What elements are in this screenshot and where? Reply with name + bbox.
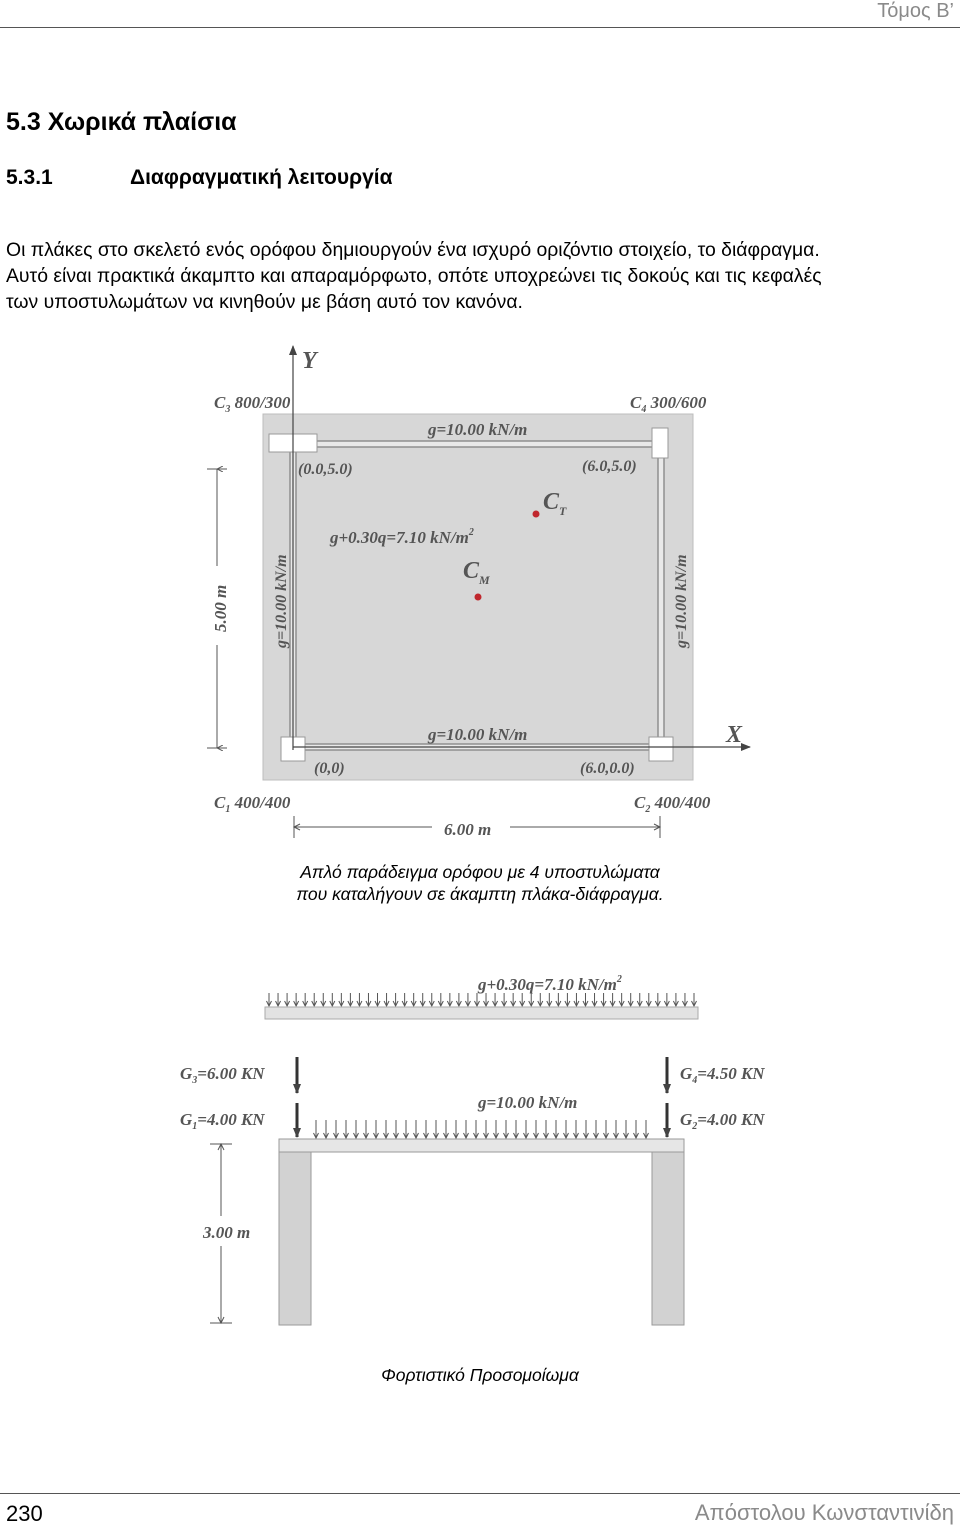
column-label-c4: $C_4$ 300/600 xyxy=(630,393,707,415)
beam-load-arrow xyxy=(544,1120,549,1138)
beam-load-arrow xyxy=(384,1120,389,1138)
beam-load-arrow xyxy=(364,1120,369,1138)
beam-load-arrow xyxy=(494,1120,499,1138)
slab-load-arrow xyxy=(456,993,461,1006)
frame-beam xyxy=(279,1139,684,1152)
figure1-caption xyxy=(0,861,960,905)
slab-load-arrow xyxy=(294,993,299,1006)
beam-load-arrow xyxy=(474,1120,479,1138)
slab-load-arrow xyxy=(420,993,425,1006)
slab-load-arrow xyxy=(429,993,434,1006)
slab-load-arrow xyxy=(411,993,416,1006)
dimension-height-label: 5.00 m xyxy=(211,584,230,632)
slab-load-arrow xyxy=(529,993,534,1006)
slab-load-arrow xyxy=(447,993,452,1006)
center-stiffness-marker xyxy=(533,511,540,518)
beam-load-arrow xyxy=(634,1120,639,1138)
y-axis-label: Y xyxy=(302,348,317,374)
beam-load-arrow xyxy=(644,1120,649,1138)
beam-load-top-label: g=10.00 kN/m xyxy=(428,420,528,439)
slab-load-arrow xyxy=(285,993,290,1006)
frame-column-left xyxy=(279,1139,311,1325)
slab-load-arrow xyxy=(330,993,335,1006)
slab-load-arrow xyxy=(393,993,398,1006)
slab-load-arrow xyxy=(484,993,489,1006)
beam-load-arrow xyxy=(524,1120,529,1138)
slab-load-arrow xyxy=(538,993,543,1006)
body-line: Αυτό είναι πρακτικά άκαμπτο και απαραμόρφωτο, οπότε υποχρεώνει τις δοκούς και τις κεφαλές xyxy=(6,265,822,287)
beam-load-arrow xyxy=(434,1120,439,1138)
caption-line: που καταλήγουν σε άκαμπτη πλάκα-διάφραγμα. xyxy=(296,884,664,904)
slab-load-arrow xyxy=(339,993,344,1006)
slab-load-label-2: g+0.30q=7.10 $kN/m^2$ xyxy=(478,974,622,994)
slab-load-arrow xyxy=(655,993,660,1006)
slab-load-arrow xyxy=(502,993,507,1006)
slab-load-arrow xyxy=(303,993,308,1006)
slab-load-arrow xyxy=(592,993,597,1006)
body-line: Οι πλάκες στο σκελετό ενός ορόφου δημιουργούν ένα ισχυρό οριζόντιο στοιχείο, το διάφραγμα. xyxy=(6,239,820,261)
body-line: των υποστυλωμάτων να κινηθούν με βάση αυτό τον κανόνα. xyxy=(6,291,523,313)
beam-load-left-label: g=10.00 kN/m xyxy=(273,554,290,648)
slab-load-arrow xyxy=(619,993,624,1006)
x-axis-label: X xyxy=(726,722,743,748)
slab-load-arrow xyxy=(556,993,561,1006)
beam-load-arrow xyxy=(314,1120,319,1138)
center-stiffness-label: $C_T$ xyxy=(543,489,567,518)
subsection-number: 5.3.1 xyxy=(6,166,53,189)
frame-column-right xyxy=(652,1139,684,1325)
coord-top-left: (0.0,5.0) xyxy=(298,461,353,478)
slab-load-arrow xyxy=(565,993,570,1006)
slab-load-arrow xyxy=(384,993,389,1006)
volume-label: Τόμος Β’ xyxy=(877,0,954,22)
load-model-figure xyxy=(180,974,765,1325)
slab-load-arrow xyxy=(646,993,651,1006)
beam-load-arrow xyxy=(564,1120,569,1138)
coord-top-right: (6.0,5.0) xyxy=(582,458,637,475)
slab-load-arrow xyxy=(628,993,633,1006)
beam-load-arrow xyxy=(394,1120,399,1138)
slab-load-arrow xyxy=(357,993,362,1006)
slab-load-arrow xyxy=(682,993,687,1006)
slab-load-arrow xyxy=(511,993,516,1006)
dimension-height-2-label: 3.00 m xyxy=(203,1223,251,1242)
point-load-g1-label: $G_1=4.00$ KN xyxy=(180,1110,265,1132)
section-title: 5.3 Χωρικά πλαίσια xyxy=(6,108,237,136)
beam-load-bottom-label: g=10.00 kN/m xyxy=(428,725,528,744)
beam-load-arrow xyxy=(344,1120,349,1138)
column-label-c2: $C_2$ 400/400 xyxy=(634,793,711,815)
slab-load-arrow xyxy=(493,993,498,1006)
slab-load-arrow xyxy=(574,993,579,1006)
subsection-text: Διαφραγματική λειτουργία xyxy=(130,166,393,189)
beam-load-arrow xyxy=(624,1120,629,1138)
slab-load-arrows xyxy=(267,993,697,1006)
beam-load-arrow xyxy=(404,1120,409,1138)
beam-load-arrow xyxy=(444,1120,449,1138)
footer-divider xyxy=(0,1493,960,1494)
slab-load-arrow xyxy=(520,993,525,1006)
slab-load-arrow xyxy=(474,993,479,1006)
slab-load-arrow xyxy=(610,993,615,1006)
center-mass-label: $C_M$ xyxy=(463,558,490,587)
column-label-c1: $C_1$ 400/400 xyxy=(214,793,291,815)
slab-load-arrow xyxy=(267,993,272,1006)
beam-load-arrow xyxy=(614,1120,619,1138)
slab-load-arrow xyxy=(375,993,380,1006)
page-number: 230 xyxy=(6,1501,43,1526)
slab-load-arrow xyxy=(321,993,326,1006)
beam-load-arrow xyxy=(514,1120,519,1138)
beam-load-arrow xyxy=(324,1120,329,1138)
slab-element xyxy=(265,1007,698,1019)
beam-load-right-label: g=10.00 kN/m xyxy=(673,554,690,648)
dimension-width-label: 6.00 m xyxy=(444,820,492,839)
beam-load-arrow xyxy=(454,1120,459,1138)
beam-load-label-2: g=10.00 kN/m xyxy=(478,1093,578,1112)
footer-author: Απόστολου Κωνσταντινίδη xyxy=(694,1500,954,1525)
beam-load-arrow xyxy=(574,1120,579,1138)
beam-load-arrow xyxy=(354,1120,359,1138)
beam-load-arrow xyxy=(594,1120,599,1138)
beam-load-arrow xyxy=(504,1120,509,1138)
slab-load-arrow xyxy=(601,993,606,1006)
figure2-caption: Φορτιστικό Προσομοίωμα xyxy=(381,1365,579,1385)
beam-load-arrow xyxy=(604,1120,609,1138)
caption-line: Απλό παράδειγμα ορόφου με 4 υποστυλώματα xyxy=(300,862,660,882)
slab-load-arrow xyxy=(637,993,642,1006)
slab-load-arrow xyxy=(547,993,552,1006)
beam-load-arrow xyxy=(414,1120,419,1138)
beam-load-arrow xyxy=(484,1120,489,1138)
column-label-c3: $C_3$ 800/300 xyxy=(214,393,291,415)
slab-load-arrow xyxy=(402,993,407,1006)
beam-load-arrows xyxy=(314,1120,649,1138)
beam-load-arrow xyxy=(584,1120,589,1138)
column-c2 xyxy=(649,737,673,761)
beam-load-arrow xyxy=(424,1120,429,1138)
slab-load-arrow xyxy=(366,993,371,1006)
slab-load-arrow xyxy=(664,993,669,1006)
beam-load-arrow xyxy=(554,1120,559,1138)
column-c4 xyxy=(652,428,668,458)
point-load-g4-label: $G_4=4.50$ KN xyxy=(680,1064,765,1086)
beam-load-arrow xyxy=(374,1120,379,1138)
beam-load-arrow xyxy=(534,1120,539,1138)
beam-top xyxy=(290,441,664,447)
point-load-g2-label: $G_2=4.00$ KN xyxy=(680,1110,765,1132)
slab-load-arrow xyxy=(583,993,588,1006)
beam-load-arrow xyxy=(334,1120,339,1138)
slab-load-arrow xyxy=(438,993,443,1006)
coord-bottom-left: (0,0) xyxy=(314,760,345,777)
slab-load-arrow xyxy=(312,993,317,1006)
slab-load-label: g+0.30q=7.10 $kN/m^2$ xyxy=(330,527,474,547)
slab-load-arrow xyxy=(348,993,353,1006)
slab-load-arrow xyxy=(692,993,697,1006)
coord-bottom-right: (6.0,0.0) xyxy=(580,760,635,777)
slab-load-arrow xyxy=(465,993,470,1006)
beam-right xyxy=(658,441,664,750)
beam-load-arrow xyxy=(464,1120,469,1138)
slab-load-arrow xyxy=(673,993,678,1006)
floor-plan-figure xyxy=(207,346,750,839)
point-load-g3-label: $G_3=6.00$ KN xyxy=(180,1064,265,1086)
center-mass-marker xyxy=(475,594,482,601)
slab-load-arrow xyxy=(276,993,281,1006)
